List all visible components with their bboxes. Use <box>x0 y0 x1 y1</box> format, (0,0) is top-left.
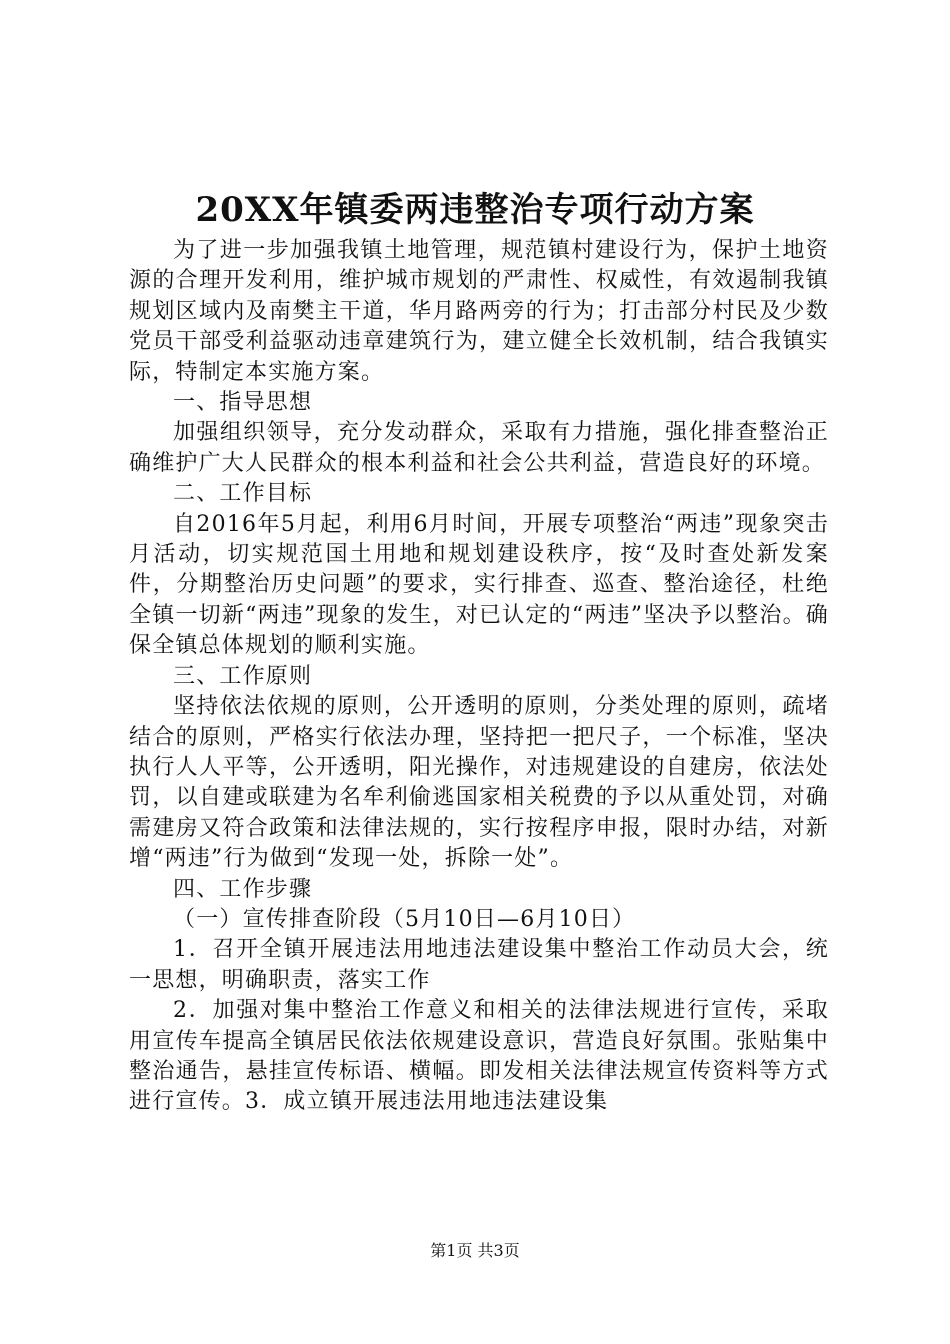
document-body <box>129 236 829 1118</box>
work-goal-paragraph: 自2016年5月起，利用6月时间，开展专项整治“两违”现象突击月活动，切实规范国土用地和规划建设秩序，按“及时查处新发案件，分期整治历史问题”的要求，实行排查、巡查、整治途径，杜绝全镇一切新“两违”现象的发生，对已认定的“两违”坚决予以整治。确保全镇总体规划的顺利实施。 <box>129 511 829 659</box>
step-2-paragraph: 2．加强对集中整治工作意义和相关的法律法规进行宣传，采取用宣传车提高全镇居民依法依规建设意识，营造良好氛围。张贴集中整治通告，悬挂宣传标语、横幅。即发相关法律法规宣传资料等方式进行宣传。3．成立镇开展违法用地违法建设集 <box>129 998 829 1115</box>
section-heading-work-steps: 四、工作步骤 <box>173 876 313 902</box>
section-heading-guiding-thought: 一、指导思想 <box>173 390 313 416</box>
section-heading-work-goal: 二、工作目标 <box>173 481 313 507</box>
step-1-paragraph: 1．召开全镇开展违法用地违法建设集中整治工作动员大会，统一思想，明确职责，落实工作 <box>129 937 829 993</box>
document-title: 20XX年镇委两违整治专项行动方案 <box>195 190 755 230</box>
work-principle-paragraph: 坚持依法依规的原则，公开透明的原则，分类处理的原则，疏堵结合的原则，严格实行依法办理，坚持把一把尺子，一个标准，坚决执行人人平等，公开透明，阳光操作，对违规建设的自建房，依法处罚，以自建或联建为名牟利偷逃国家相关税费的予以从重处罚，对确需建房又符合政策和法律法规的，实行按程序申报，限时办结，对新增“两违”行为做到“发现一处，拆除一处”。 <box>129 694 829 872</box>
page-number-footer: 第1页 共3页 <box>430 1241 520 1260</box>
section-heading-work-principle: 三、工作原则 <box>173 663 313 689</box>
guiding-thought-paragraph: 加强组织领导，充分发动群众，采取有力措施，强化排查整治正确维护广大人民群众的根本利益和社会公共利益，营造良好的环境。 <box>129 420 829 476</box>
subsection-heading-publicity-phase: （一）宣传排查阶段（5月10日—6月10日） <box>173 906 636 932</box>
intro-paragraph: 为了进一步加强我镇土地管理，规范镇村建设行为，保护土地资源的合理开发利用，维护城市规划的严肃性、权威性，有效遏制我镇规划区域内及南樊主干道，华月路两旁的行为；打击部分村民及少数党员干部受利益驱动违章建筑行为，建立健全长效机制，结合我镇实际，特制定本实施方案。 <box>129 238 829 385</box>
